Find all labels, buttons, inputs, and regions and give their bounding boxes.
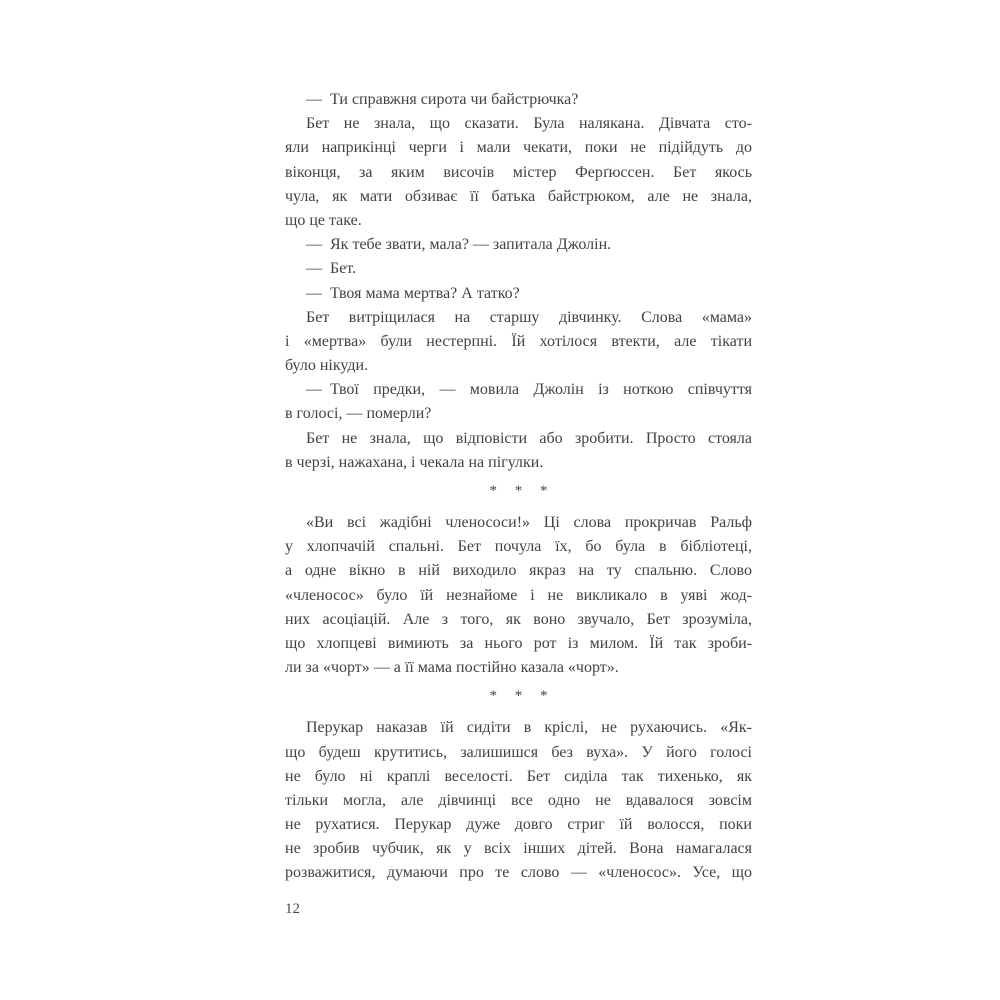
text-line: Бет не знала, що відповісти або зробити. Просто стояла bbox=[306, 429, 752, 447]
text-line: було нікуди. bbox=[285, 357, 369, 375]
text-line: яли наприкінці черги і мали чекати, поки не підійдуть до bbox=[285, 139, 752, 157]
text-line: — Бет. bbox=[306, 260, 357, 278]
text-line: і «мертва» були нестерпні. Їй хотілося втекти, але тікати bbox=[285, 332, 752, 350]
paragraph bbox=[285, 378, 752, 426]
text-line: «членосос» було їй незнайоме і не викликало в уяві жод- bbox=[285, 586, 752, 604]
text-line: — Як тебе звати, мала? — запитала Джолін. bbox=[306, 236, 612, 254]
paragraph bbox=[285, 427, 752, 475]
text-line: них асоціацій. Але з того, як воно звучало, Бет зрозуміла, bbox=[285, 610, 752, 628]
text-block bbox=[285, 88, 752, 886]
paragraph bbox=[285, 716, 752, 885]
text-line: не зробив чубчик, як у всіх інших дітей. Вона намагалася bbox=[285, 840, 752, 858]
paragraph bbox=[285, 257, 752, 281]
text-line: чула, як мати обзиває її батька байстрюком, але не знала, bbox=[285, 187, 752, 205]
text-line: що це таке. bbox=[285, 211, 362, 229]
section-separator: * * * bbox=[489, 483, 555, 499]
text-line: — Ти справжня сирота чи байстрючка? bbox=[306, 91, 579, 108]
text-line: розважитися, думаючи про те слово — «членосос». Усе, що bbox=[285, 864, 752, 882]
text-line: у хлопчачій спальні. Бет почула їх, бо була в бібліотеці, bbox=[285, 538, 752, 556]
text-line: Бет не знала, що сказати. Була налякана. Дівчата сто- bbox=[306, 115, 752, 133]
text-line: а одне вікно в ній виходило якраз на ту спальню. Слово bbox=[285, 562, 752, 580]
section-separator: * * * bbox=[489, 688, 555, 705]
text-line: — Твоя мама мертва? А татко? bbox=[306, 284, 520, 302]
text-line: в голосі, — померли? bbox=[285, 405, 432, 423]
text-line: не рухатися. Перукар дуже довго стриг їй волосся, поки bbox=[285, 816, 752, 834]
text-line: віконця, за яким височів містер Ферґюссен. Бет якось bbox=[285, 163, 752, 181]
text-line: — Твої предки, — мовила Джолін із ноткою співчуття bbox=[306, 381, 752, 399]
text-line: «Ви всі жадібні членососи!» Ці слова прокричав Ральф bbox=[306, 514, 752, 531]
paragraph bbox=[285, 112, 752, 233]
text-line: що хлопцеві вимиють за нього рот із милом. Їй так зроби- bbox=[285, 634, 752, 652]
paragraph bbox=[285, 88, 752, 112]
page-number: 12 bbox=[285, 901, 300, 917]
paragraph bbox=[285, 306, 752, 379]
text-line: Перукар наказав їй сидіти в кріслі, не рухаючись. «Як- bbox=[306, 719, 752, 737]
text-line: ли за «чорт» — а її мама постійно казала «чорт». bbox=[285, 659, 619, 677]
paragraph bbox=[285, 282, 752, 306]
text-line: в черзі, нажахана, і чекала на пігулки. bbox=[285, 453, 544, 471]
paragraph bbox=[285, 511, 752, 680]
text-line: Бет витріщилася на старшу дівчинку. Слова «мама» bbox=[306, 308, 752, 326]
paragraph bbox=[285, 233, 752, 257]
text-line: тільки могла, але дівчинці все одно не вдавалося зовсім bbox=[285, 791, 752, 809]
text-line: що будеш крутитись, залишишся без вуха». У його голосі bbox=[285, 743, 752, 761]
text-line: не було ні краплі веселості. Бет сиділа так тихенько, як bbox=[285, 767, 752, 785]
